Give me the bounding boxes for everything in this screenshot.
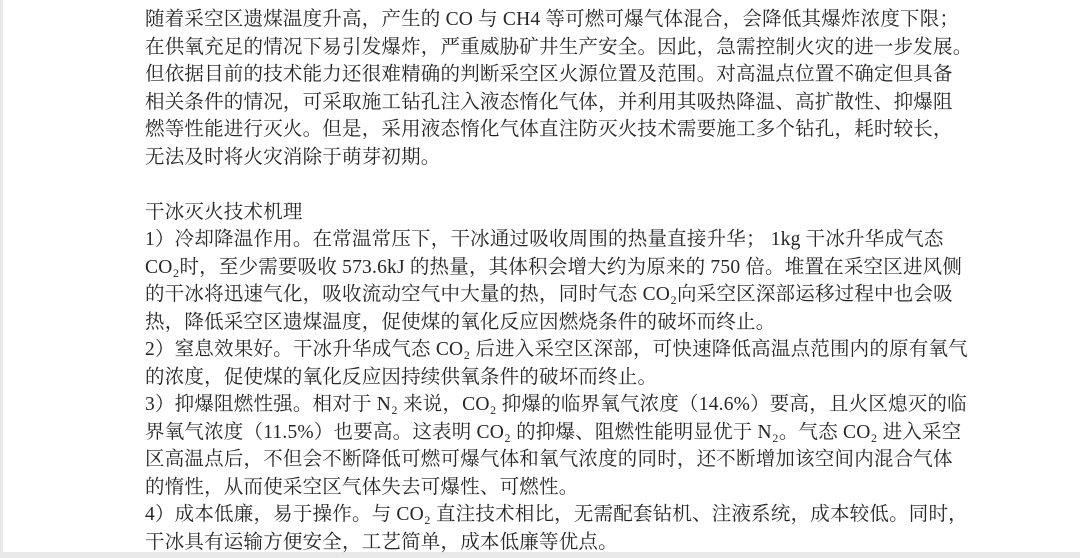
text-line: 1）冷却降温作用。在常温常压下，干冰通过吸收周围的热量直接升华； 1kg 干冰升华成气态 — [145, 229, 944, 250]
text-line: 热，降低采空区遗煤温度，促使煤的氧化反应因燃烧条件的破坏而终止。 — [145, 311, 776, 333]
text-line: CO₂时，至少需要吸收 573.6kJ 的热量，其体积会增大约为原来的 750 倍。堆置在采空区进风侧 — [145, 256, 963, 278]
text-line: 的干冰将迅速气化，吸收流动空气中大量的热，同时气态 CO₂向采空区深部运移过程中也会吸 — [145, 284, 953, 305]
text-line: 但依据目前的技术能力还很难精确的判断采空区火源位置及范围。对高温点位置不确定但具备 — [145, 64, 953, 85]
text-line: 3）抑爆阻燃性强。相对于 N₂ 来说，CO₂ 抑爆的临界氧气浓度（14.6%）要高，且火区熄灭的临 — [145, 394, 967, 415]
blank-line — [145, 171, 960, 199]
text-line: 的惰性，从而使采空区气体失去可爆性、可燃性。 — [145, 476, 579, 498]
text-line: 干冰具有运输方便安全，工艺简单，成本低廉等优点。 — [145, 531, 618, 553]
text-line: 的浓度，促使煤的氧化反应因持续供氧条件的破坏而终止。 — [145, 366, 658, 388]
text-line: 相关条件的情况，可采取施工钻孔注入液态惰化气体，并利用其吸热降温、高扩散性、抑爆阻 — [145, 91, 953, 113]
document-text-block — [145, 6, 973, 556]
text-line: 2）窒息效果好。干冰升华成气态 CO₂ 后进入采空区深部，可快速降低高温点范围内的原有氧气 — [145, 339, 968, 360]
text-line: 无法及时将火灾消除于萌芽初期。 — [145, 146, 441, 168]
text-line: 区高温点后，不但会不断降低可燃可爆气体和氧气浓度的同时，还不断增加该空间内混合气体 — [145, 449, 953, 470]
document-page — [3, 0, 1080, 552]
section-heading: 干冰灭火技术机理 — [145, 201, 303, 223]
text-line: 燃等性能进行灭火。但是，采用液态惰化气体直注防灭火技术需要施工多个钻孔，耗时较长， — [145, 119, 953, 140]
text-line: 界氧气浓度（11.5%）也要高。这表明 CO₂ 的抑爆、阻燃性能明显优于 N₂。气态 CO₂ 进入采空 — [145, 421, 962, 443]
text-line: 在供氧充足的情况下易引发爆炸，严重威胁矿井生产安全。因此，急需控制火灾的进一步发展。 — [145, 36, 973, 58]
text-line: 4）成本低廉，易于操作。与 CO₂ 直注技术相比，无需配套钻机、注液系统，成本较低。同时， — [145, 504, 968, 525]
text-line: 随着采空区遗煤温度升高，产生的 CO 与 CH4 等可燃可爆气体混合，会降低其爆炸浓度下限； — [145, 9, 960, 30]
